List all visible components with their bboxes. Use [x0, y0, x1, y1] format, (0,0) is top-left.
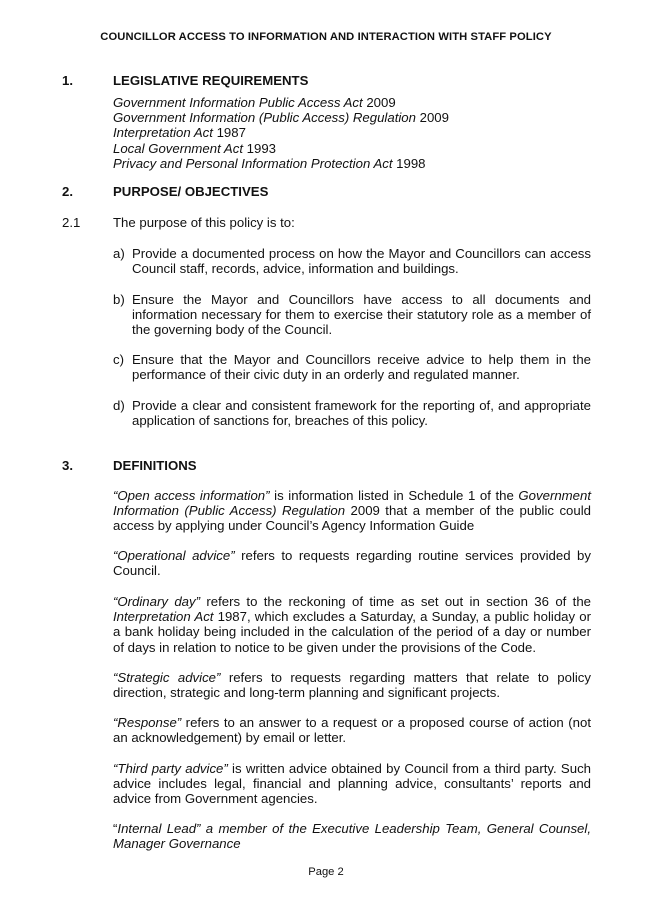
purpose-item-text: Provide a clear and consistent framework for the reporting of, and appropriate application of sanctions for, breaches of this policy. [132, 398, 591, 429]
section-1-number: 1. [62, 73, 73, 88]
legislation-item: Government Information (Public Access) Regulation 2009 [113, 110, 449, 126]
definition-operational-advice: “Operational advice” refers to requests regarding routine services provided by Council. [113, 548, 591, 579]
page-number: Page 2 [308, 866, 344, 878]
definition-response: “Response” refers to an answer to a request or a proposed course of action (not an acknowledgement) by email or letter. [113, 715, 591, 746]
definition-ordinary-day: “Ordinary day” refers to the reckoning of time as set out in section 36 of the Interpretation Act 1987, which excludes a Saturday, a Sunday, a public holiday or a bank holiday being included in the calculation of the period of a day or number of days in relation to notice to be given under the provisions of the Code. [113, 594, 592, 655]
definition-internal-lead: “Internal Lead” a member of the Executive Leadership Team, General Counsel, Manager Governance [113, 821, 591, 852]
legislation-list [113, 95, 593, 171]
subsection-intro: The purpose of this policy is to: [113, 215, 295, 230]
legislation-item: Local Government Act 1993 [113, 140, 276, 156]
section-2-number: 2. [62, 184, 73, 199]
purpose-item-letter: b) [113, 292, 125, 307]
purpose-item-text: Provide a documented process on how the Mayor and Councillors can access Council staff, records, advice, information and buildings. [132, 246, 591, 277]
definition-strategic-advice: “Strategic advice” refers to requests regarding matters that relate to policy direction, strategic and long-term planning and significant projects. [113, 670, 591, 701]
purpose-item-text: Ensure that the Mayor and Councillors receive advice to help them in the performance of their civic duty in an orderly and regulated manner. [132, 352, 591, 383]
purpose-item-letter: c) [113, 352, 124, 367]
section-3-title: DEFINITIONS [113, 458, 197, 473]
section-1-title: LEGISLATIVE REQUIREMENTS [113, 73, 309, 88]
legislation-item: Government Information Public Access Act 2009 [113, 95, 396, 110]
section-2-title: PURPOSE/ OBJECTIVES [113, 184, 269, 199]
section-3-number: 3. [62, 458, 73, 473]
subsection-number: 2.1 [62, 215, 81, 230]
purpose-item-text: Ensure the Mayor and Councillors have access to all documents and information necessary for them to exercise their statutory role as a member of the governing body of the Council. [132, 292, 591, 338]
page-header: COUNCILLOR ACCESS TO INFORMATION AND INTERACTION WITH STAFF POLICY [100, 31, 552, 43]
definition-open-access: “Open access information” is information listed in Schedule 1 of the Government Information (Public Access) Regulation 2009 that a member of the public could access by applying under Council’s Agency Information Guide [113, 488, 591, 534]
purpose-item-letter: a) [113, 246, 125, 261]
legislation-item: Interpretation Act 1987 [113, 125, 246, 141]
purpose-item-letter: d) [113, 398, 125, 413]
legislation-item: Privacy and Personal Information Protection Act 1998 [113, 155, 426, 171]
definition-third-party-advice: “Third party advice” is written advice obtained by Council from a third party. Such advice includes legal, financial and planning advice, consultants’ reports and advice from Government agencies. [113, 761, 591, 807]
